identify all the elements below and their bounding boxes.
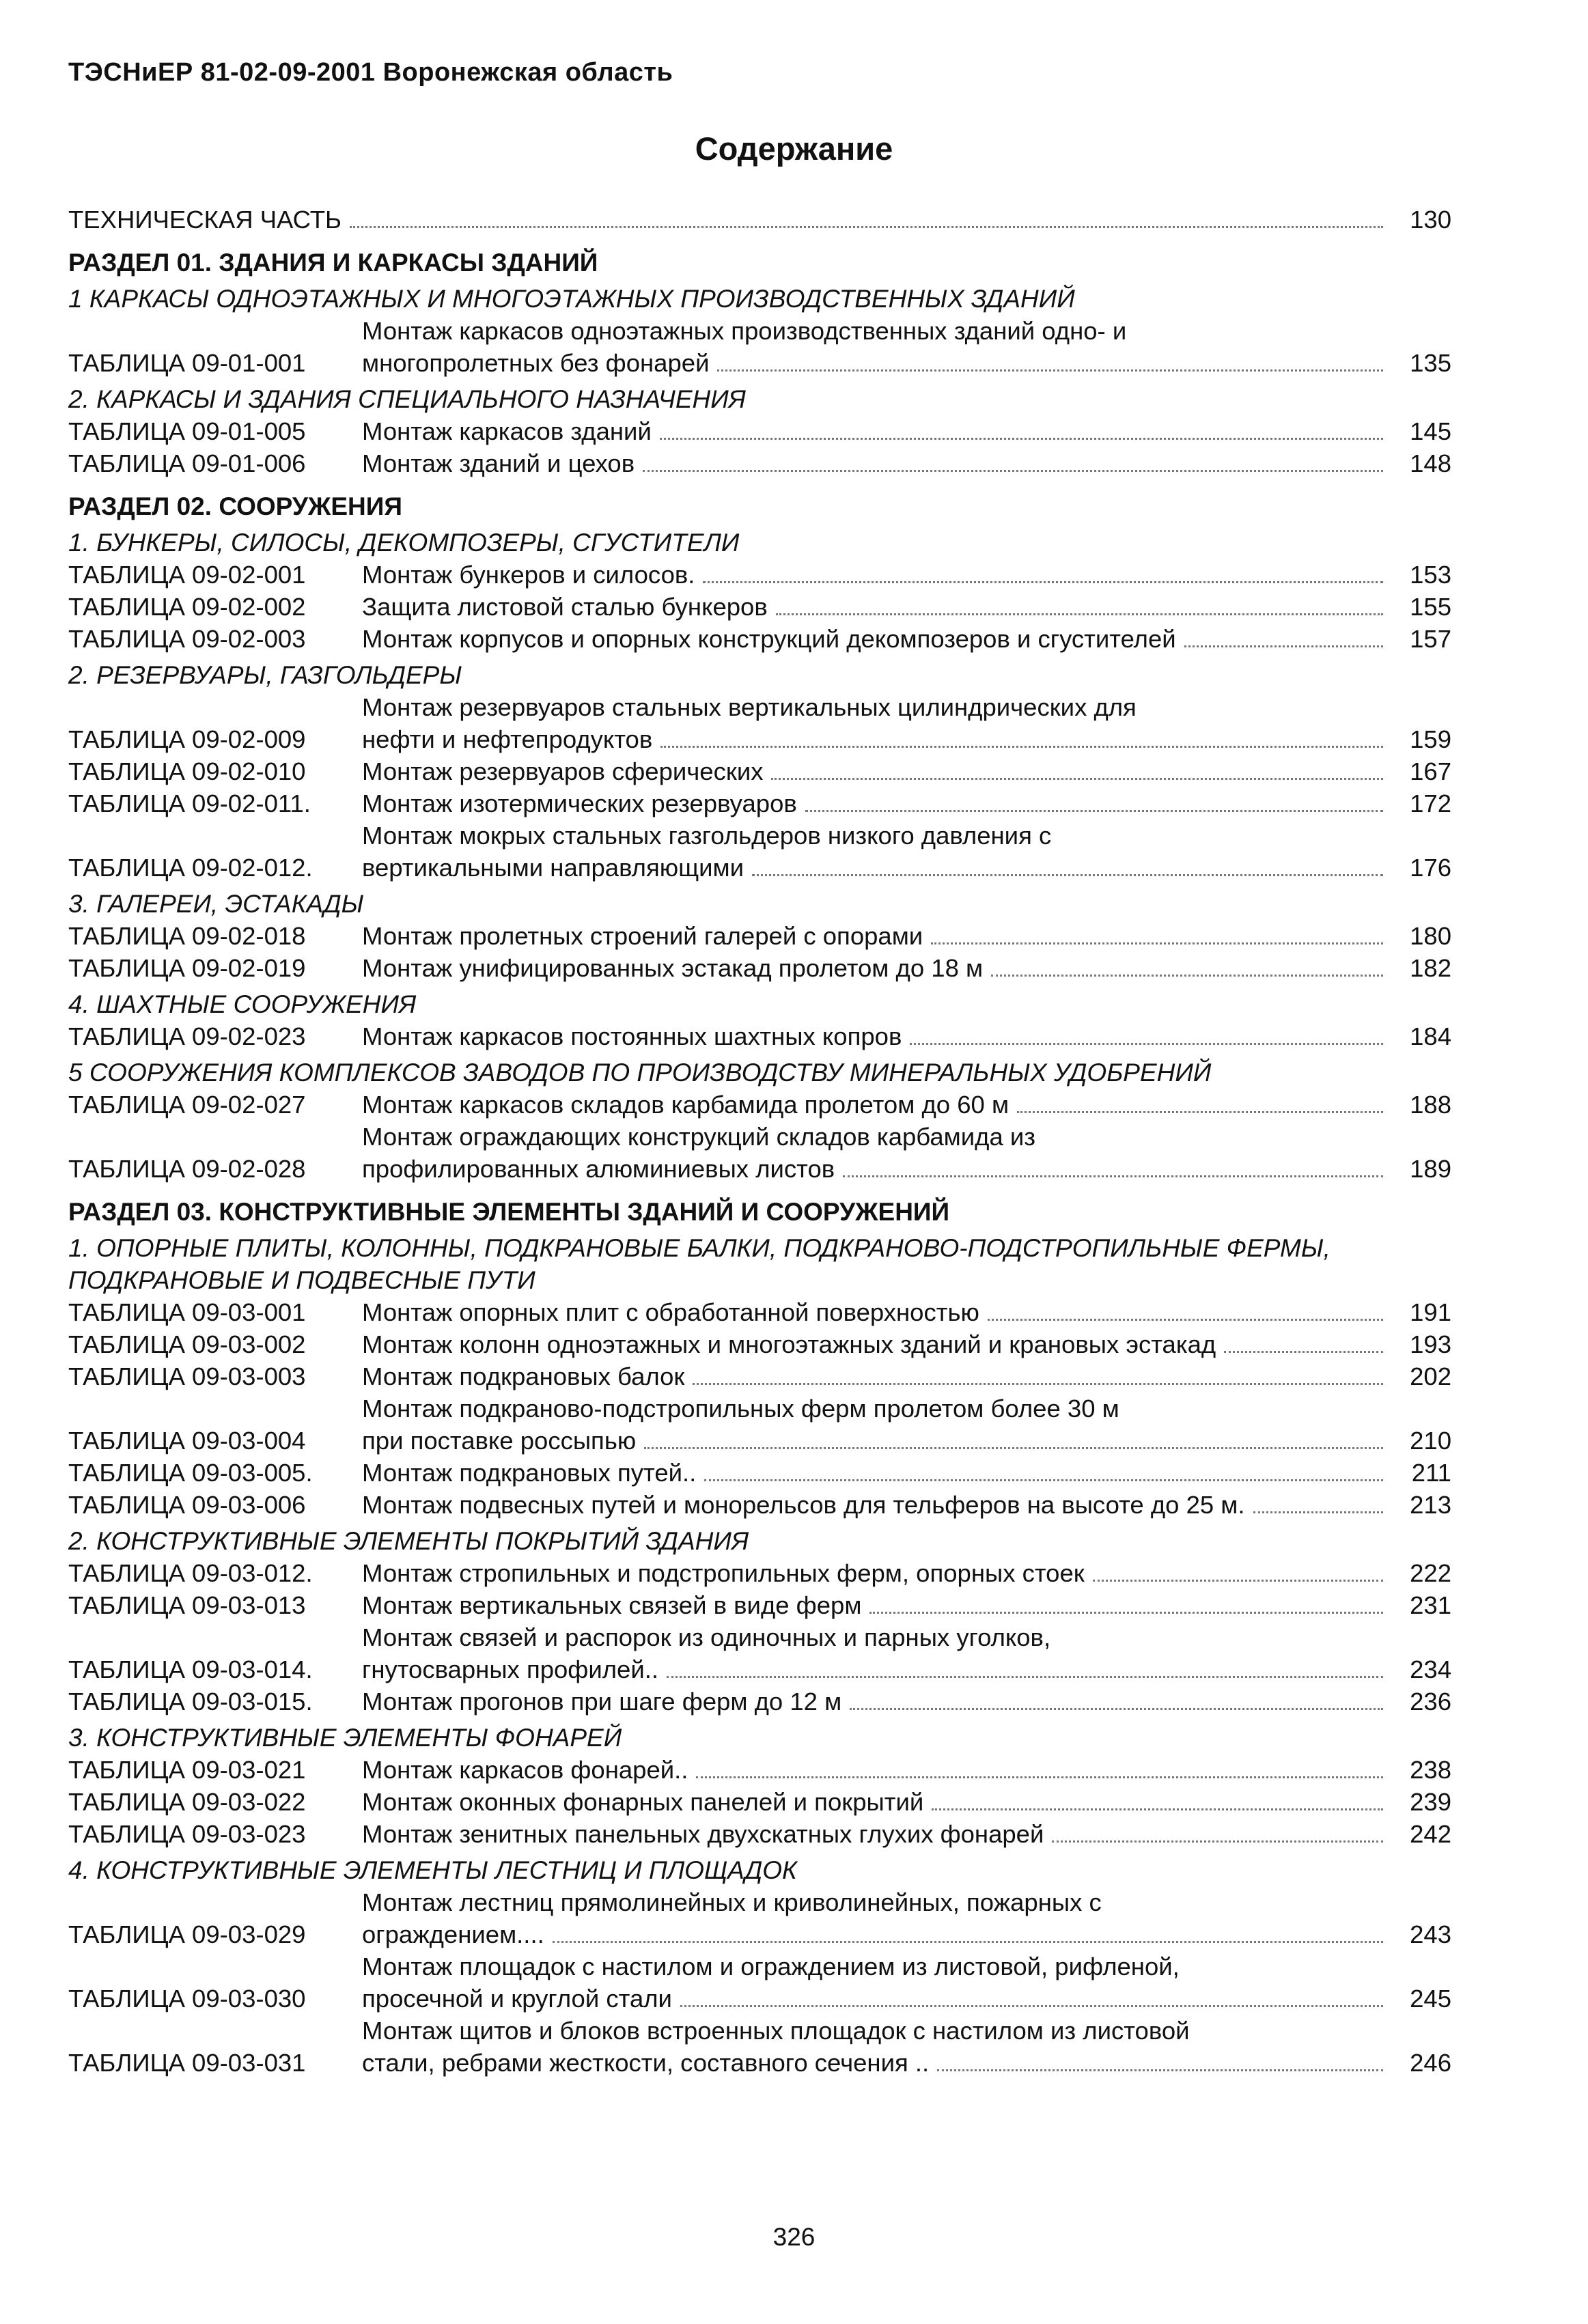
entry-line: [362, 1589, 1390, 1621]
page-ref: 155: [1410, 593, 1451, 621]
tech-part-label: ТЕХНИЧЕСКАЯ ЧАСТЬ: [68, 206, 342, 234]
entry-title: Монтаж унифицированных эстакад пролетом до 18 м: [362, 954, 984, 982]
entry-title: Монтаж корпусов и опорных конструкций декомпозеров и сгустителей: [362, 625, 1176, 653]
table-code: ТАБЛИЦА 09-03-005.: [68, 1459, 313, 1487]
toc-entry[interactable]: [68, 1089, 1451, 1121]
dot-leader: [843, 1175, 1383, 1177]
dot-leader: [910, 1043, 1383, 1045]
entry-body: [362, 820, 1390, 884]
page-ref: 242: [1410, 1820, 1451, 1848]
subsection-title: 4. ШАХТНЫЕ СООРУЖЕНИЯ: [68, 990, 417, 1018]
entry-line: [362, 1685, 1390, 1718]
toc-entry[interactable]: [68, 920, 1451, 952]
page-ref: 246: [1410, 2049, 1451, 2077]
table-of-contents: [68, 204, 1451, 2079]
section-heading: РАЗДЕЛ 03. КОНСТРУКТИВНЫЕ ЭЛЕМЕНТЫ ЗДАНИЙ И СООРУЖЕНИЙ: [68, 1198, 950, 1226]
entry-title: Монтаж прогонов при шаге ферм до 12 м: [362, 1688, 842, 1716]
table-code: ТАБЛИЦА 09-02-027: [68, 1091, 306, 1119]
page-ref: 210: [1410, 1427, 1451, 1455]
entry-line: [362, 1328, 1390, 1360]
toc-entry[interactable]: [68, 623, 1451, 655]
table-code: ТАБЛИЦА 09-03-022: [68, 1788, 306, 1816]
toc-entry[interactable]: [68, 447, 1451, 479]
dot-leader: [644, 1447, 1383, 1449]
entry-line: [362, 1392, 1390, 1425]
entry-line: [362, 1653, 1390, 1685]
entry-line: [362, 1557, 1390, 1589]
entry-title: Монтаж каркасов складов карбамида пролетом до 60 м: [362, 1091, 1009, 1119]
page-ref: 172: [1410, 789, 1451, 817]
table-code: ТАБЛИЦА 09-02-009: [68, 725, 306, 753]
entry-line: [362, 2047, 1390, 2079]
page-ref: 189: [1410, 1155, 1451, 1183]
entry-body: [362, 315, 1390, 379]
table-code: ТАБЛИЦА 09-03-013: [68, 1591, 306, 1619]
entry-body: [362, 1457, 1390, 1489]
dot-leader: [717, 369, 1383, 372]
entry-line: [362, 591, 1390, 623]
dot-leader: [1052, 1840, 1383, 1843]
entry-line: [362, 447, 1390, 479]
entry-title-continued: нефти и нефтепродуктов: [362, 725, 653, 753]
toc-entry[interactable]: [68, 1754, 1451, 1786]
entry-title: Монтаж подкрановых путей..: [362, 1459, 697, 1487]
table-code: ТАБЛИЦА 09-03-004: [68, 1427, 306, 1455]
page-ref: 180: [1410, 922, 1451, 950]
entry-title-continued: при поставке россыпью: [362, 1427, 637, 1455]
table-code: ТАБЛИЦА 09-02-002: [68, 593, 306, 621]
entry-line: [362, 755, 1390, 787]
page-ref: 182: [1410, 954, 1451, 982]
subsection-title: 3. КОНСТРУКТИВНЫЕ ЭЛЕМЕНТЫ ФОНАРЕЙ: [68, 1724, 622, 1752]
entry-body: [362, 591, 1390, 623]
page-ref: 184: [1410, 1022, 1451, 1050]
tech-part-page: 130: [1410, 206, 1451, 234]
table-code: ТАБЛИЦА 09-02-028: [68, 1155, 306, 1183]
entry-line: [362, 1089, 1390, 1121]
entry-line: [362, 920, 1390, 952]
entry-line: [362, 1886, 1390, 1918]
toc-entry[interactable]: [68, 1621, 1451, 1685]
entry-line: [362, 1918, 1390, 1950]
dot-leader: [932, 1808, 1383, 1810]
table-code: ТАБЛИЦА 09-01-001: [68, 349, 306, 377]
page-ref: 145: [1410, 417, 1451, 445]
entry-line: [362, 820, 1390, 852]
entry-body: [362, 755, 1390, 787]
entry-title: Защита листовой сталью бункеров: [362, 593, 768, 621]
entry-line: [362, 347, 1390, 379]
entry-title: Монтаж бункеров и силосов.: [362, 561, 695, 589]
entry-body: [362, 1950, 1390, 2015]
entry-body: [362, 1754, 1390, 1786]
entry-title: Монтаж вертикальных связей в виде ферм: [362, 1591, 862, 1619]
toc-entry[interactable]: [68, 1020, 1451, 1052]
page-ref: 211: [1411, 1459, 1451, 1487]
entry-line: [362, 787, 1390, 820]
dot-leader: [704, 1479, 1383, 1481]
table-code: ТАБЛИЦА 09-03-003: [68, 1362, 306, 1390]
entry-title: Монтаж лестниц прямолинейных и криволинейных, пожарных с: [362, 1888, 1102, 1916]
table-code: ТАБЛИЦА 09-02-012.: [68, 854, 313, 882]
entry-title: Монтаж каркасов постоянных шахтных копров: [362, 1022, 902, 1050]
page-ref: 236: [1410, 1688, 1451, 1716]
table-code: ТАБЛИЦА 09-02-003: [68, 625, 306, 653]
page-number: 326: [772, 2223, 816, 2251]
entry-title: Монтаж связей и распорок из одиночных и парных уголков,: [362, 1623, 1051, 1651]
entry-body: [362, 1489, 1390, 1521]
dot-leader: [553, 1941, 1383, 1943]
entry-line: [362, 1983, 1390, 2015]
toc-entry[interactable]: [68, 1392, 1451, 1457]
entry-title-continued: многопролетных без фонарей: [362, 349, 710, 377]
table-code: ТАБЛИЦА 09-03-029: [68, 1920, 306, 1948]
entry-title: Монтаж зданий и цехов: [362, 449, 635, 477]
dot-leader: [660, 746, 1383, 748]
dot-leader: [850, 1708, 1383, 1710]
entry-line: [362, 623, 1390, 655]
entry-title: Монтаж изотермических резервуаров: [362, 789, 797, 817]
page-ref: 238: [1410, 1756, 1451, 1784]
entry-line: [362, 1754, 1390, 1786]
table-code: ТАБЛИЦА 09-03-001: [68, 1298, 306, 1326]
table-code: ТАБЛИЦА 09-03-002: [68, 1330, 306, 1358]
table-code: ТАБЛИЦА 09-02-018: [68, 922, 306, 950]
entry-line: [362, 952, 1390, 984]
entry-title: Монтаж каркасов одноэтажных производственных зданий одно- и: [362, 317, 1127, 345]
entry-line: [362, 1020, 1390, 1052]
table-code: ТАБЛИЦА 09-02-011.: [68, 789, 311, 817]
subsection-title: 1. БУНКЕРЫ, СИЛОСЫ, ДЕКОМПОЗЕРЫ, СГУСТИТЕЛИ: [68, 529, 740, 557]
entry-title-continued: профилированных алюминиевых листов: [362, 1155, 835, 1183]
entry-body: [362, 1328, 1390, 1360]
toc-entry[interactable]: [68, 787, 1451, 820]
page-ref: 243: [1410, 1920, 1451, 1948]
table-code: ТАБЛИЦА 09-03-014.: [68, 1655, 313, 1683]
entry-body: [362, 1685, 1390, 1718]
table-code: ТАБЛИЦА 09-03-012.: [68, 1559, 313, 1587]
toc-entry[interactable]: [68, 1589, 1451, 1621]
entry-line: [362, 1786, 1390, 1818]
entry-title-continued: стали, ребрами жесткости, составного сечения ..: [362, 2049, 930, 2077]
table-code: ТАБЛИЦА 09-03-031: [68, 2049, 306, 2077]
entry-title: Монтаж площадок с настилом и ограждением из листовой, рифленой,: [362, 1952, 1180, 1980]
table-code: ТАБЛИЦА 09-03-015.: [68, 1688, 313, 1716]
table-code: ТАБЛИЦА 09-02-010: [68, 757, 306, 785]
entry-line: [362, 1950, 1390, 1983]
page-title: Содержание: [695, 130, 893, 167]
entry-body: [362, 920, 1390, 952]
entry-title: Монтаж каркасов фонарей..: [362, 1756, 688, 1784]
entry-body: [362, 1786, 1390, 1818]
toc-entry[interactable]: [68, 1489, 1451, 1521]
entry-title: Монтаж подкрановых балок: [362, 1362, 685, 1390]
entry-line: [362, 1121, 1390, 1153]
entry-title: Монтаж опорных плит с обработанной поверхностью: [362, 1298, 979, 1326]
dot-leader: [1017, 1111, 1383, 1113]
entry-body: [362, 1296, 1390, 1328]
entry-line: [362, 415, 1390, 447]
entry-title-continued: вертикальными направляющими: [362, 854, 744, 882]
page-ref: 193: [1410, 1330, 1451, 1358]
toc-entry[interactable]: [68, 1457, 1451, 1489]
toc-entry[interactable]: [68, 1328, 1451, 1360]
dot-leader: [660, 438, 1383, 440]
toc-entry[interactable]: [68, 559, 1451, 591]
entry-line: [362, 852, 1390, 884]
dot-leader: [693, 1383, 1383, 1385]
page-ref: 176: [1410, 854, 1451, 882]
entry-title: Монтаж резервуаров сферических: [362, 757, 764, 785]
entry-line: [362, 1153, 1390, 1185]
entry-title: Монтаж стропильных и подстропильных ферм, опорных стоек: [362, 1559, 1085, 1587]
entry-body: [362, 1392, 1390, 1457]
table-code: ТАБЛИЦА 09-03-023: [68, 1820, 306, 1848]
dot-leader: [752, 874, 1383, 876]
entry-body: [362, 447, 1390, 479]
subsection-title: 5 СООРУЖЕНИЯ КОМПЛЕКСОВ ЗАВОДОВ ПО ПРОИЗВОДСТВУ МИНЕРАЛЬНЫХ УДОБРЕНИЙ: [68, 1059, 1212, 1087]
entry-title-continued: ограждением....: [362, 1920, 544, 1948]
entry-body: [362, 787, 1390, 820]
toc-entry[interactable]: [68, 820, 1451, 884]
toc-entry[interactable]: [68, 1360, 1451, 1392]
entry-line: [362, 723, 1390, 755]
section-heading: РАЗДЕЛ 01. ЗДАНИЯ И КАРКАСЫ ЗДАНИЙ: [68, 249, 598, 277]
toc-entry[interactable]: [68, 1786, 1451, 1818]
dot-leader: [805, 810, 1383, 812]
dot-leader: [869, 1612, 1383, 1614]
subsection-title: 1. ОПОРНЫЕ ПЛИТЫ, КОЛОННЫ, ПОДКРАНОВЫЕ БАЛКИ, ПОДКРАНОВО-ПОДСТРОПИЛЬНЫЕ ФЕРМЫ, ПОДКРАНОВЫЕ И ПОДВЕСНЫЕ ПУТИ: [68, 1234, 1331, 1294]
subsection-title: 3. ГАЛЕРЕИ, ЭСТАКАДЫ: [68, 890, 364, 918]
dot-leader: [1253, 1511, 1383, 1513]
page-ref: 202: [1410, 1362, 1451, 1390]
entry-body: [362, 415, 1390, 447]
entry-line: [362, 1818, 1390, 1850]
toc-entry[interactable]: [68, 1296, 1451, 1328]
entry-title: Монтаж ограждающих конструкций складов карбамида из: [362, 1123, 1036, 1151]
dot-leader: [771, 778, 1383, 780]
table-code: ТАБЛИЦА 09-03-006: [68, 1491, 306, 1519]
entry-body: [362, 1557, 1390, 1589]
page-ref: 245: [1410, 1985, 1451, 2013]
entry-line: [362, 1457, 1390, 1489]
entry-line: [362, 1360, 1390, 1392]
entry-line: [362, 1425, 1390, 1457]
toc-entry[interactable]: [68, 691, 1451, 755]
section-heading: РАЗДЕЛ 02. СООРУЖЕНИЯ: [68, 492, 402, 520]
dot-leader: [1093, 1580, 1383, 1582]
dot-leader: [696, 1776, 1383, 1778]
entry-title: Монтаж резервуаров стальных вертикальных цилиндрических для: [362, 693, 1137, 721]
entry-title-continued: просечной и круглой стали: [362, 1985, 672, 2013]
dot-leader: [988, 1319, 1383, 1321]
entry-title: Монтаж каркасов зданий: [362, 417, 652, 445]
dot-leader: [680, 2005, 1383, 2007]
dot-leader: [350, 226, 1383, 228]
entry-body: [362, 1089, 1390, 1121]
entry-line: [362, 559, 1390, 591]
page-ref: 157: [1410, 625, 1451, 653]
entry-body: [362, 1121, 1390, 1185]
entry-line: [362, 2015, 1390, 2047]
dot-leader: [703, 581, 1383, 583]
table-code: ТАБЛИЦА 09-02-023: [68, 1022, 306, 1050]
page-ref: 234: [1410, 1655, 1451, 1683]
entry-body: [362, 1020, 1390, 1052]
entry-title: Монтаж пролетных строений галерей с опорами: [362, 922, 923, 950]
entry-line: [362, 1489, 1390, 1521]
toc-entry[interactable]: [68, 1818, 1451, 1850]
entry-title: Монтаж подкраново-подстропильных ферм пролетом более 30 м: [362, 1395, 1119, 1423]
entry-title: Монтаж колонн одноэтажных и многоэтажных зданий и крановых эстакад: [362, 1330, 1216, 1358]
toc-entry[interactable]: [68, 315, 1451, 379]
entry-body: [362, 1818, 1390, 1850]
dot-leader: [667, 1676, 1383, 1678]
dot-leader: [937, 2069, 1383, 2071]
entry-body: [362, 1886, 1390, 1950]
toc-entry[interactable]: [68, 415, 1451, 447]
page-ref: 188: [1410, 1091, 1451, 1119]
toc-entry[interactable]: [68, 1950, 1451, 2015]
entry-title: Монтаж мокрых стальных газгольдеров низкого давления с: [362, 822, 1052, 850]
entry-line: [362, 1296, 1390, 1328]
toc-entry[interactable]: [68, 1121, 1451, 1185]
entry-body: [362, 952, 1390, 984]
table-code: ТАБЛИЦА 09-02-001: [68, 561, 306, 589]
toc-entry[interactable]: [68, 1557, 1451, 1589]
dot-leader: [1224, 1351, 1383, 1353]
page-ref: 159: [1410, 725, 1451, 753]
page-ref: 135: [1410, 349, 1451, 377]
table-code: ТАБЛИЦА 09-02-019: [68, 954, 306, 982]
document-header: ТЭСНиЕР 81-02-09-2001 Воронежская область: [68, 58, 673, 87]
toc-entry[interactable]: [68, 1886, 1451, 1950]
page-ref: 153: [1410, 561, 1451, 589]
table-code: ТАБЛИЦА 09-01-005: [68, 417, 306, 445]
entry-title: Монтаж подвесных путей и монорельсов для тельферов на высоте до 25 м.: [362, 1491, 1245, 1519]
entry-body: [362, 1621, 1390, 1685]
entry-title-continued: гнутосварных профилей..: [362, 1655, 658, 1683]
toc-entry[interactable]: [68, 755, 1451, 787]
subsection-title: 4. КОНСТРУКТИВНЫЕ ЭЛЕМЕНТЫ ЛЕСТНИЦ И ПЛОЩАДОК: [68, 1856, 797, 1884]
subsection-title: 2. КАРКАСЫ И ЗДАНИЯ СПЕЦИАЛЬНОГО НАЗНАЧЕНИЯ: [68, 385, 746, 413]
dot-leader: [776, 613, 1383, 615]
page-ref: 167: [1410, 757, 1451, 785]
entry-line: [362, 691, 1390, 723]
dot-leader: [1184, 645, 1383, 647]
page-ref: 231: [1410, 1591, 1451, 1619]
entry-title: Монтаж щитов и блоков встроенных площадок с настилом из листовой: [362, 2017, 1190, 2045]
page-ref: 239: [1410, 1788, 1451, 1816]
entry-line: [362, 315, 1390, 347]
toc-entry[interactable]: [68, 591, 1451, 623]
entry-body: [362, 2015, 1390, 2079]
entry-body: [362, 1589, 1390, 1621]
dot-leader: [643, 470, 1383, 472]
toc-entry[interactable]: [68, 2015, 1451, 2079]
dot-leader: [991, 975, 1383, 977]
entry-title: Монтаж оконных фонарных панелей и покрытий: [362, 1788, 924, 1816]
table-code: ТАБЛИЦА 09-03-021: [68, 1756, 306, 1784]
page-ref: 222: [1410, 1559, 1451, 1587]
page-ref: 191: [1410, 1298, 1451, 1326]
table-code: ТАБЛИЦА 09-01-006: [68, 449, 306, 477]
subsection-title: 2. РЕЗЕРВУАРЫ, ГАЗГОЛЬДЕРЫ: [68, 661, 462, 689]
page-ref: 148: [1410, 449, 1451, 477]
entry-body: [362, 1360, 1390, 1392]
entry-body: [362, 559, 1390, 591]
table-code: ТАБЛИЦА 09-03-030: [68, 1985, 306, 2013]
entry-line: [362, 1621, 1390, 1653]
toc-entry[interactable]: [68, 1685, 1451, 1718]
subsection-title: 2. КОНСТРУКТИВНЫЕ ЭЛЕМЕНТЫ ПОКРЫТИЙ ЗДАНИЯ: [68, 1527, 749, 1555]
entry-title: Монтаж зенитных панельных двухскатных глухих фонарей: [362, 1820, 1044, 1848]
entry-body: [362, 691, 1390, 755]
dot-leader: [931, 942, 1383, 944]
toc-entry[interactable]: [68, 952, 1451, 984]
page-ref: 213: [1410, 1491, 1451, 1519]
entry-body: [362, 623, 1390, 655]
subsection-title: 1 КАРКАСЫ ОДНОЭТАЖНЫХ И МНОГОЭТАЖНЫХ ПРОИЗВОДСТВЕННЫХ ЗДАНИЙ: [68, 285, 1075, 313]
toc-tech-part: [68, 204, 1451, 236]
